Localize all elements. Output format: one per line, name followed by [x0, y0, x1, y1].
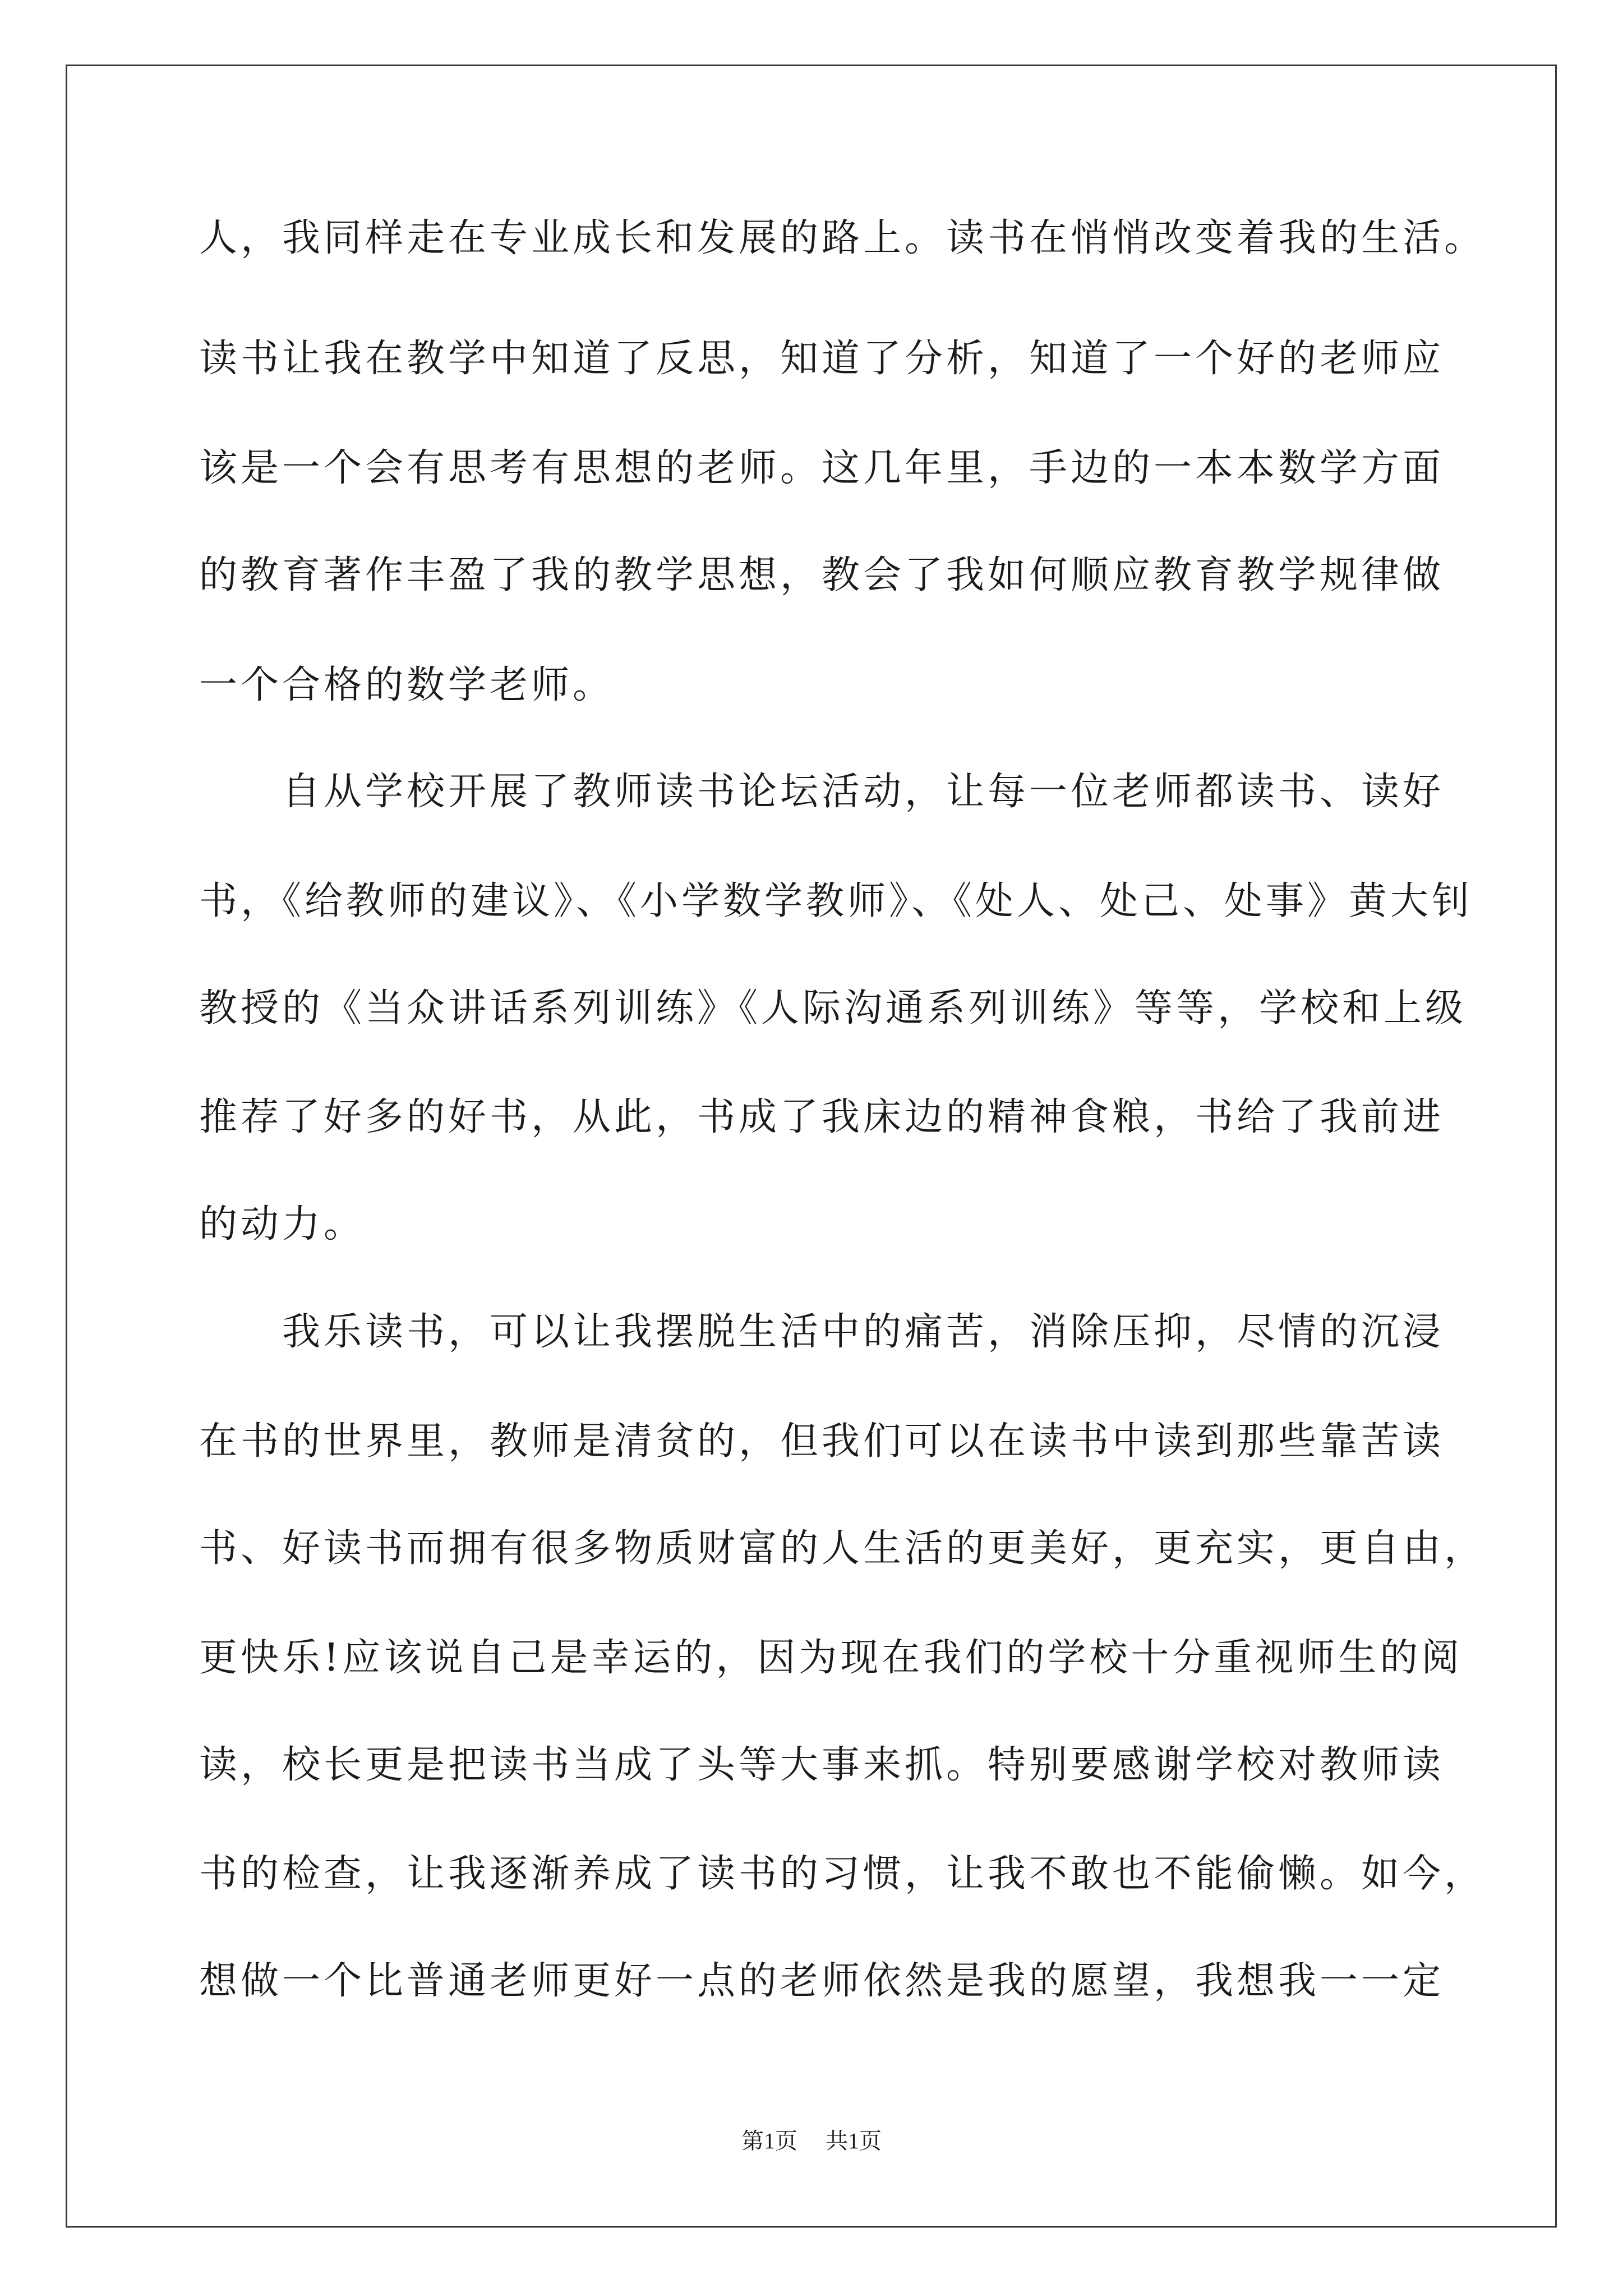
paragraph-line: 的动力。 — [199, 1202, 366, 1246]
page-number: 第1页 — [741, 2128, 797, 2154]
paragraph-line: 在书的世界里，教师是清贫的，但我们可以在读书中读到那些靠苦读 — [199, 1419, 1445, 1464]
page-footer — [0, 2127, 1623, 2155]
paragraph-line: 的教育著作丰盈了我的教学思想，教会了我如何顺应教育教学规律做 — [199, 553, 1445, 597]
page-border — [66, 65, 1557, 2228]
paragraph-line: 我乐读书，可以让我摆脱生活中的痛苦，消除压抑，尽情的沉浸 — [282, 1310, 1445, 1354]
paragraph-line: 更快乐!应该说自己是幸运的，因为现在我们的学校十分重视师生的阅 — [199, 1636, 1463, 1680]
paragraph-line: 书的检查，让我逐渐养成了读书的习惯，让我不敢也不能偷懒。如今， — [199, 1852, 1486, 1896]
paragraph-line: 读，校长更是把读书当成了头等大事来抓。特别要感谢学校对教师读 — [199, 1743, 1445, 1787]
paragraph-line: 自从学校开展了教师读书论坛活动，让每一位老师都读书、读好 — [282, 770, 1445, 814]
paragraph-line: 想做一个比普通老师更好一点的老师依然是我的愿望，我想我一一定 — [199, 1959, 1445, 2003]
paragraph-line: 读书让我在教学中知道了反思，知道了分析，知道了一个好的老师应 — [199, 337, 1445, 381]
paragraph-line: 教授的《当众讲话系列训练》《人际沟通系列训练》等等，学校和上级 — [199, 986, 1467, 1030]
paragraph-line: 书、好读书而拥有很多物质财富的人生活的更美好，更充实，更自由， — [199, 1526, 1486, 1571]
paragraph-line: 人，我同样走在专业成长和发展的路上。读书在悄悄改变着我的生活。 — [199, 216, 1486, 260]
paragraph-line: 书，《给教师的建议》、《小学数学教师》、《处人、处己、处事》黄大钊 — [199, 879, 1474, 923]
paragraph-line: 一个合格的数学老师。 — [199, 663, 615, 707]
page-total: 共1页 — [826, 2128, 882, 2154]
paragraph-line: 该是一个会有思考有思想的老师。这几年里，手边的一本本数学方面 — [199, 446, 1445, 490]
paragraph-line: 推荐了好多的好书，从此，书成了我床边的精神食粮，书给了我前进 — [199, 1095, 1445, 1139]
